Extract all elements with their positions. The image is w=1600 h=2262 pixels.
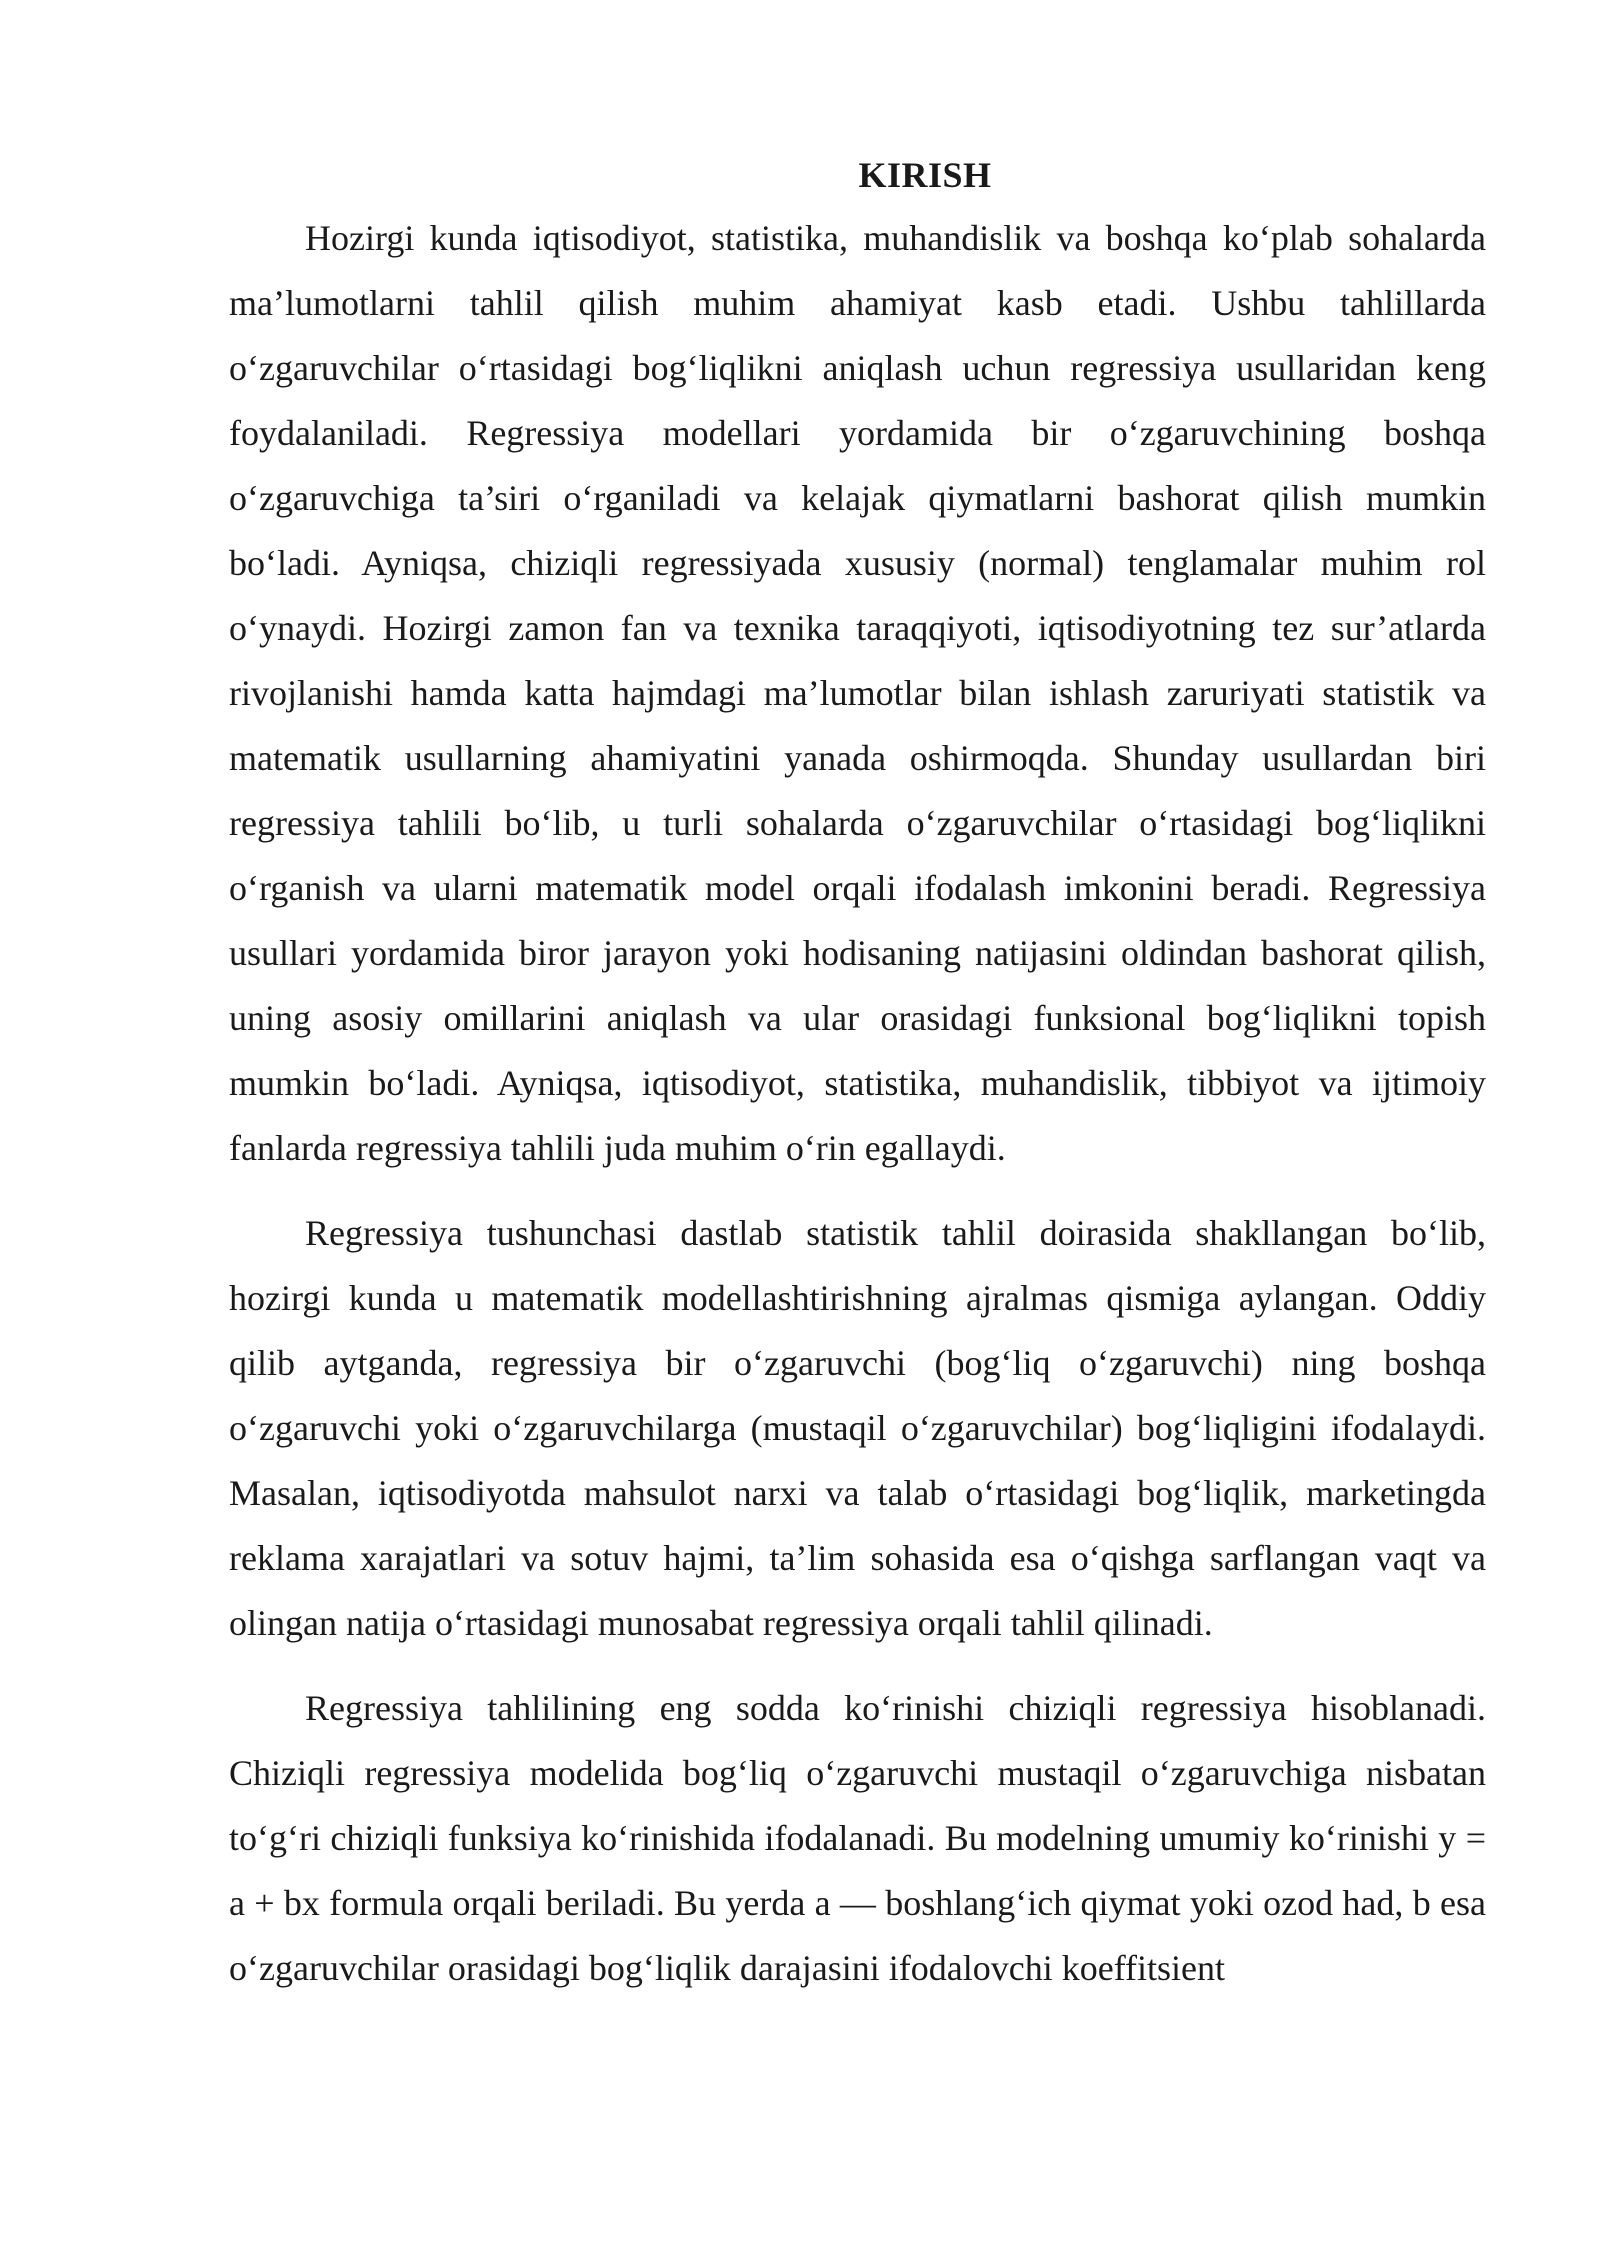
document-body	[229, 150, 1486, 2001]
paragraph-3: Regressiya tahlilining eng sodda ko‘rinishi chiziqli regressiya hisoblanadi. Chiziqli regressiya modelida bog‘liq o‘zgaruvchi mustaqil o‘zgaruvchiga nisbatan to‘g‘ri chiziqli funksiya ko‘rinishida ifodalanadi. Bu modelning umumiy ko‘rinishi y = a + bx formula orqali beriladi. Bu yerda a — boshlang‘ich qiymat yoki ozod had, b esa o‘zgaruvchilar orasidagi bog‘liqlik darajasini ifodalovchi koeffitsient	[229, 1688, 1486, 1988]
paragraph-2: Regressiya tushunchasi dastlab statistik tahlil doirasida shakllangan bo‘lib, hozirgi kunda u matematik modellashtirishning ajralmas qismiga aylangan. Oddiy qilib aytganda, regressiya bir o‘zgaruvchi (bog‘liq o‘zgaruvchi) ning boshqa o‘zgaruvchi yoki o‘zgaruvchilarga (mustaqil o‘zgaruvchilar) bog‘liqligini ifodalaydi. Masalan, iqtisodiyotda mahsulot narxi va talab o‘rtasidagi bog‘liqlik, marketingda reklama xarajatlari va sotuv hajmi, ta’lim sohasida esa o‘qishga sarflangan vaqt va olingan natija o‘rtasidagi munosabat regressiya orqali tahlil qilinadi.	[229, 1213, 1486, 1643]
page-title: KIRISH	[858, 155, 992, 195]
paragraph-1: Hozirgi kunda iqtisodiyot, statistika, muhandislik va boshqa ko‘plab sohalarda ma’lumotlarni tahlil qilish muhim ahamiyat kasb etadi. Ushbu tahlillarda o‘zgaruvchilar o‘rtasidagi bog‘liqlikni aniqlash uchun regressiya usullaridan keng foydalaniladi. Regressiya modellari yordamida bir o‘zgaruvchining boshqa o‘zgaruvchiga ta’siri o‘rganiladi va kelajak qiymatlarni bashorat qilish mumkin bo‘ladi. Ayniqsa, chiziqli regressiyada xususiy (normal) tenglamalar muhim rol o‘ynaydi. Hozirgi zamon fan va texnika taraqqiyoti, iqtisodiyotning tez sur’atlarda rivojlanishi hamda katta hajmdagi ma’lumotlar bilan ishlash zaruriyati statistik va matematik usullarning ahamiyatini yanada oshirmoqda. Shunday usullardan biri regressiya tahlili bo‘lib, u turli sohalarda o‘zgaruvchilar o‘rtasidagi bog‘liqlikni o‘rganish va ularni matematik model orqali ifodalash imkonini beradi. Regressiya usullari yordamida biror jarayon yoki hodisaning natijasini oldindan bashorat qilish, uning asosiy omillarini aniqlash va ular orasidagi funksional bog‘liqlikni topish mumkin bo‘ladi. Ayniqsa, iqtisodiyot, statistika, muhandislik, tibbiyot va ijtimoiy fanlarda regressiya tahlili juda muhim o‘rin egallaydi.	[229, 218, 1486, 1168]
